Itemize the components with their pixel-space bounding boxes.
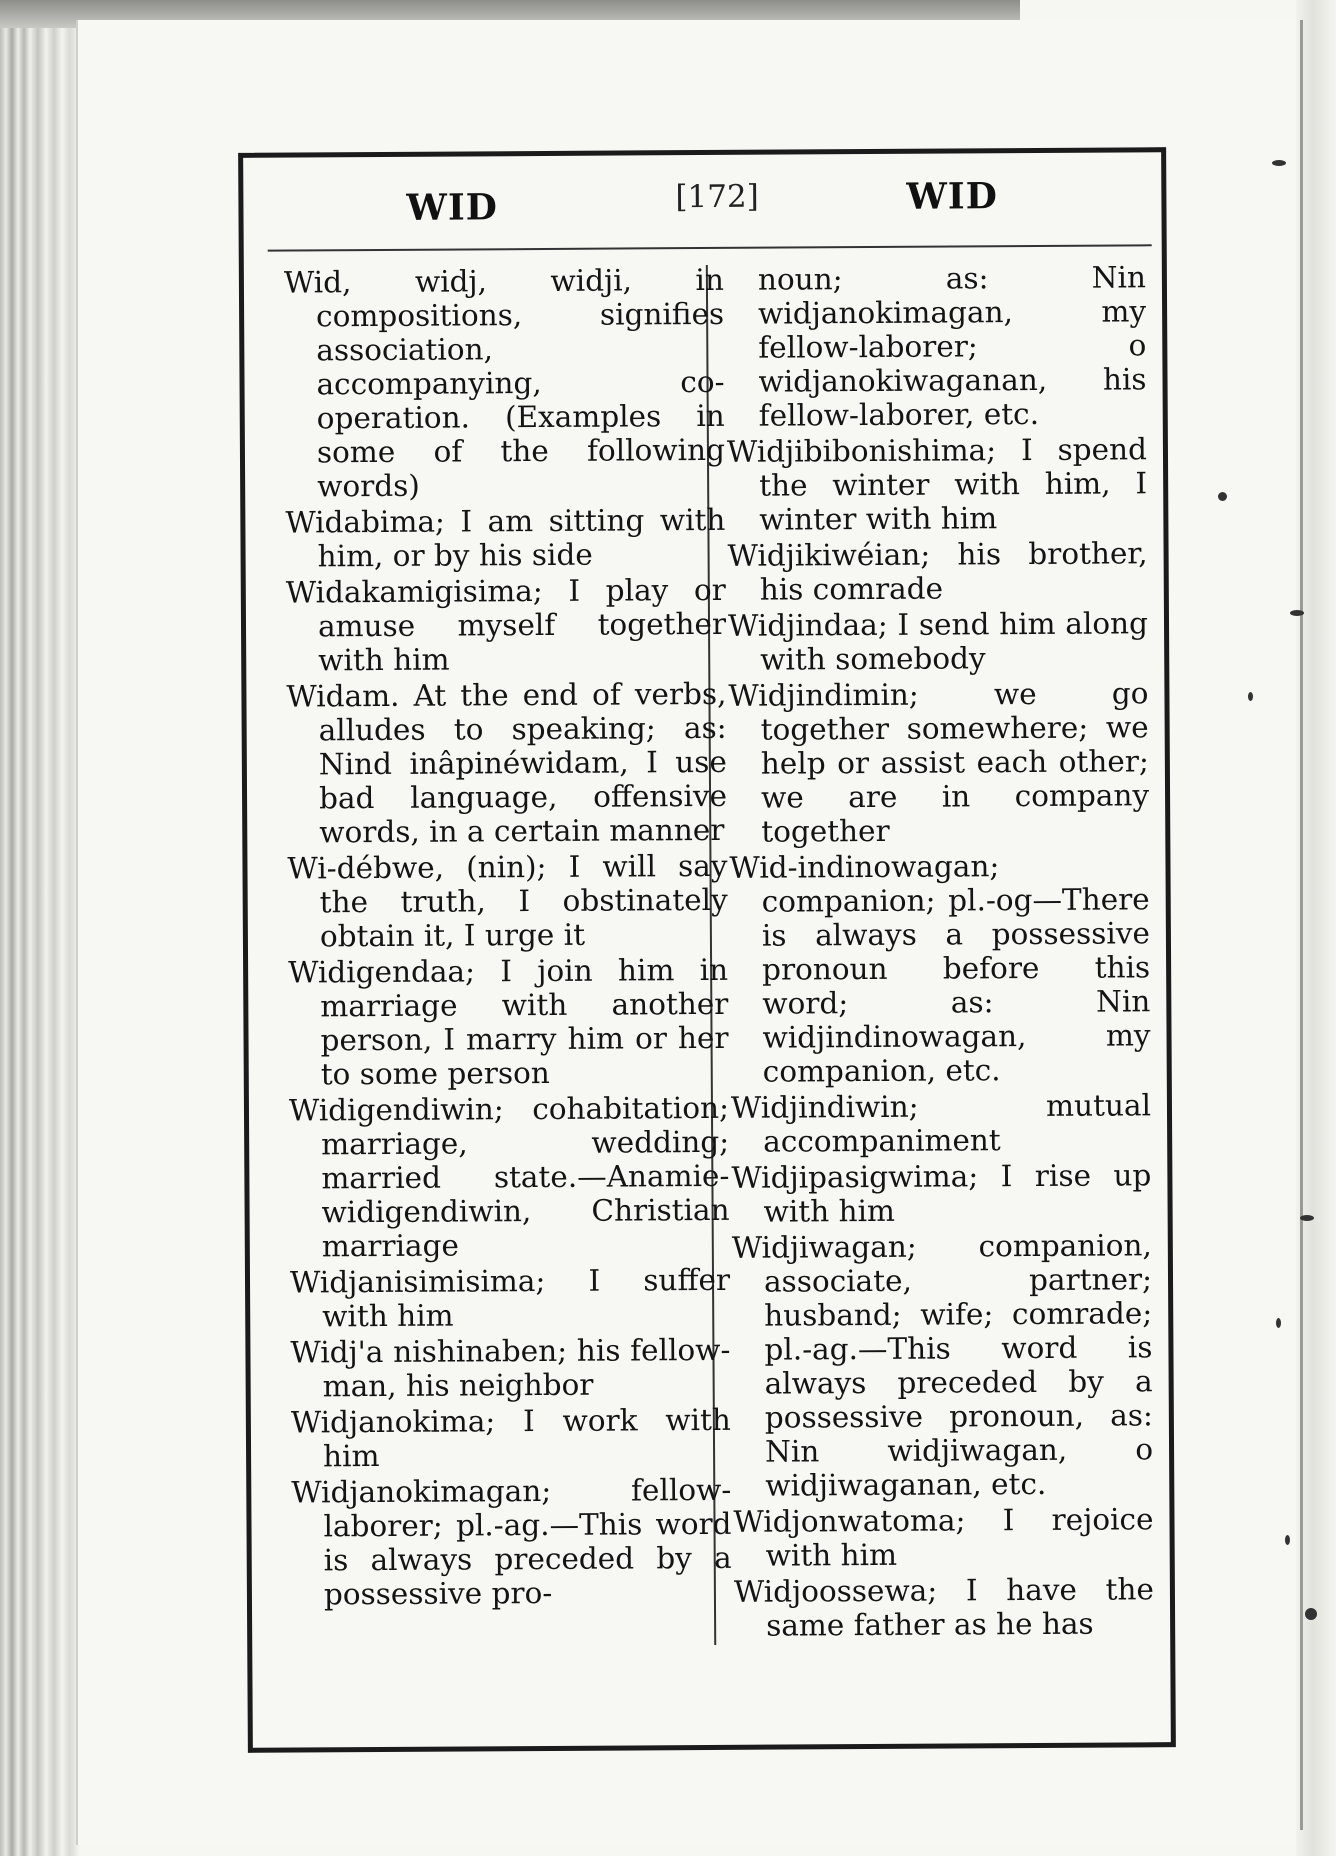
dictionary-page-frame xyxy=(238,147,1176,1753)
dictionary-entry: Widjipasigwima; I rise up with him xyxy=(731,1158,1152,1229)
dictionary-entry: Widakamigisima; I play or amuse myself together with him xyxy=(285,572,727,678)
dictionary-entry: Widabima; I am sitting with him, or by his side xyxy=(285,502,726,574)
dictionary-entry: Widigendiwin; cohabitation; marriage, wedding; married state.—Anamie-widigendiwin, Christian marriage xyxy=(288,1090,730,1264)
dictionary-entry: Widjonwatoma; I rejoice with him xyxy=(733,1502,1154,1573)
dictionary-entry: Wid-indinowagan; companion; pl.-og—There is always a possessive pronoun before this word; as: Nin widjindinowagan, my companion, etc. xyxy=(729,849,1151,1089)
dictionary-entry: Widjanisimisima; I suffer with him xyxy=(289,1262,731,1334)
page-number: [172] xyxy=(675,178,759,216)
dictionary-entry: Widjindaa; I send him along with somebody xyxy=(727,606,1149,677)
dictionary-entry: Widjiwagan; companion, associate, partner; husband; wife; comrade; pl.-ag.—This word is always preceded by a possessive pronoun, as: Nin widjiwagan, o widjiwaganan, etc. xyxy=(731,1228,1154,1503)
dictionary-entry: Widjanokimagan; fellow-laborer; pl.-ag.—This word is always preceded by a possessive pro- xyxy=(291,1472,732,1612)
dictionary-entry: Widjindimin; we go together somewhere; we help or assist each other; we are in company together xyxy=(728,676,1150,849)
dictionary-entry: Widjindiwin; mutual accompaniment xyxy=(730,1088,1152,1159)
headword-left: WID xyxy=(406,186,499,229)
dictionary-entry: Widigendaa; I join him in marriage with another person, I marry him or her to some person xyxy=(288,952,729,1092)
left-column xyxy=(284,263,732,1614)
right-margin-line xyxy=(1300,20,1303,1830)
dictionary-entry: Widjikiwéian; his brother, his comrade xyxy=(727,536,1148,607)
running-header xyxy=(243,152,1162,253)
dictionary-entry: Wi-débwe, (nin); I will say the truth, I obstinately obtain it, I urge it xyxy=(287,848,728,954)
dictionary-entry: Widjanokima; I work with him xyxy=(290,1402,731,1474)
dictionary-entry: Widjibibonishima; I spend the winter with him, I winter with him xyxy=(726,432,1148,537)
entry-continuation: noun; as: Nin widjanokimagan, my fellow-laborer; o widjanokiwaganan, his fellow-laborer, etc. xyxy=(757,260,1147,433)
dictionary-entry: Widj'a nishinaben; his fellow-man, his neighbor xyxy=(290,1332,731,1404)
header-rule xyxy=(268,244,1152,251)
right-column xyxy=(726,260,1154,1645)
dictionary-entry: Widam. At the end of verbs, alludes to speaking; as: Nind inâpinéwidam, I use bad language, offensive words, in a certain manner xyxy=(286,676,728,850)
headword-right: WID xyxy=(906,175,999,218)
dictionary-entry: Wid, widj, widji, in compositions, signifies association, accompanying, co-operation. (Examples in some of the following words) xyxy=(283,262,726,504)
dictionary-entry: Widjoossewa; I have the same father as he has xyxy=(733,1572,1155,1643)
